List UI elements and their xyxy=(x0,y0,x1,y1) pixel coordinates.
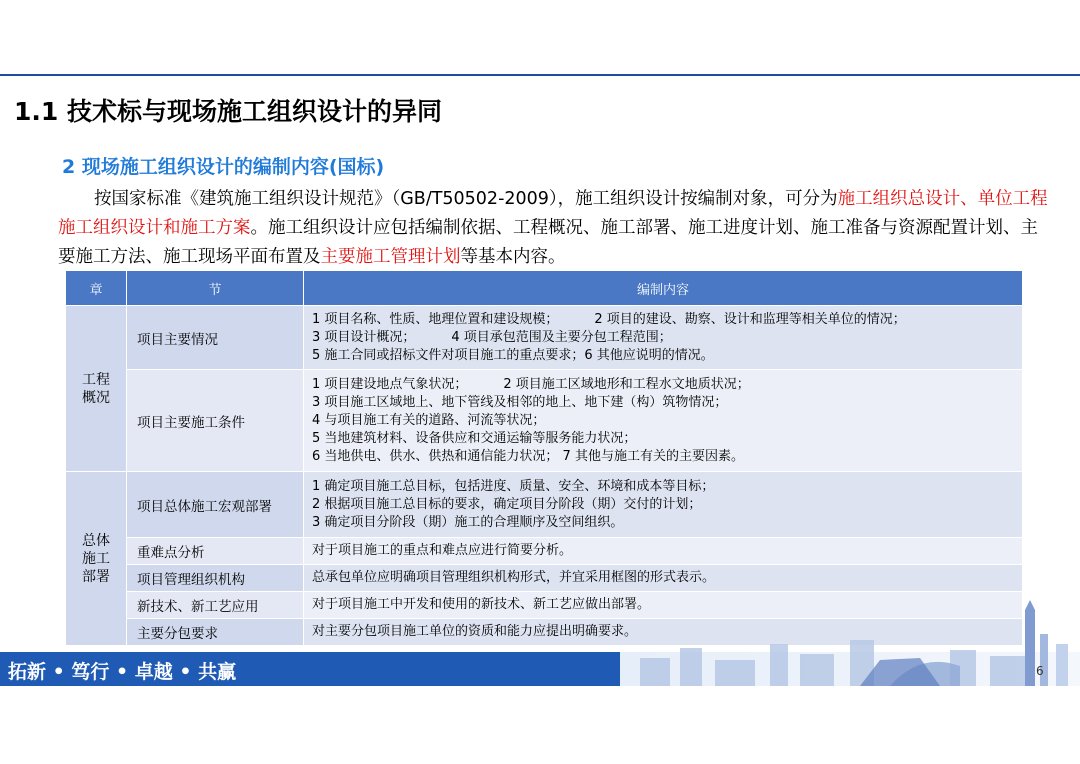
section-cell: 重难点分析 xyxy=(127,538,304,565)
content-line: 1 项目名称、性质、地理位置和建设规模； 2 项目的建设、勘察、设计和监理等相关单位的情况； xyxy=(312,311,906,327)
content-line: 1 项目建设地点气象状况； 2 项目施工区域地形和工程水文地质状况； xyxy=(312,376,750,392)
content-line: 5 当地建筑材料、设备供应和交通运输等服务能力状况； xyxy=(312,430,637,446)
para-text-2: 。施工组织设计应包括编制依据、工程概况、施工部署、施工进度计划、施工准备与资源配置计划、主要施工方法、施工现场平面布置及 xyxy=(58,218,1038,267)
header-content: 编制内容 xyxy=(304,271,1023,306)
content-line: 2 根据项目施工总目标的要求，确定项目分阶段（期）交付的计划； xyxy=(312,496,702,512)
chapter-cell xyxy=(66,306,127,472)
chapter-label-line: 总体 xyxy=(82,532,110,549)
content-cell xyxy=(304,565,1023,592)
content-cell xyxy=(304,538,1023,565)
header-chapter: 章 xyxy=(66,271,127,306)
table-row xyxy=(66,538,1023,565)
table-row xyxy=(66,306,1023,370)
content-line: 3 确定项目分阶段（期）施工的合理顺序及空间组织。 xyxy=(312,514,624,530)
footer-slogan: 拓新 • 笃行 • 卓越 • 共赢 xyxy=(8,661,237,683)
content-line: 3 项目施工区域地上、地下管线及相邻的地上、地下建（构）筑物情况； xyxy=(312,394,728,410)
content-line: 对于项目施工中开发和使用的新技术、新工艺应做出部署。 xyxy=(312,597,651,612)
section-cell: 主要分包要求 xyxy=(127,619,304,646)
section-cell: 新技术、新工艺应用 xyxy=(127,592,304,619)
header-rule xyxy=(0,74,1080,76)
content-line: 4 与项目施工有关的道路、河流等状况； xyxy=(312,412,546,428)
content-line: 5 施工合同或招标文件对项目施工的重点要求；6 其他应说明的情况。 xyxy=(312,347,714,363)
para-highlight-1: 施工组织总设计、单位工程施工组织设计和施工方案 xyxy=(58,189,1048,238)
chapter-label-line: 概况 xyxy=(82,389,110,406)
content-line: 6 当地供电、供水、供热和通信能力状况； 7 其他与施工有关的主要因素。 xyxy=(312,448,744,464)
chapter-label-line: 部署 xyxy=(82,568,110,585)
content-cell xyxy=(304,472,1023,538)
content-line: 总承包单位应明确项目管理组织机构形式，并宜采用框图的形式表示。 xyxy=(312,570,716,585)
page-number: 6 xyxy=(1036,664,1044,678)
chapter-label-line: 工程 xyxy=(82,371,110,388)
table-row xyxy=(66,472,1023,538)
content-line: 3 项目设计概况； 4 项目承包范围及主要分包工程范围； xyxy=(312,329,672,345)
content-line: 对于项目施工的重点和难点应进行简要分析。 xyxy=(312,543,573,558)
chapter-label-line: 施工 xyxy=(82,550,110,567)
section-cell: 项目主要情况 xyxy=(127,306,304,370)
content-line: 对主要分包项目施工单位的资质和能力应提出明确要求。 xyxy=(312,624,638,639)
section-cell: 项目主要施工条件 xyxy=(127,370,304,472)
section-cell: 项目总体施工宏观部署 xyxy=(127,472,304,538)
table-row xyxy=(66,565,1023,592)
para-text-3: 等基本内容。 xyxy=(460,247,566,267)
para-text-1: 按国家标准《建筑施工组织设计规范》（GB/T50502-2009），施工组织设计按编制对象，可分为 xyxy=(94,189,838,209)
section-cell: 项目管理组织机构 xyxy=(127,565,304,592)
header-section: 节 xyxy=(127,271,304,306)
section-subtitle: 2 现场施工组织设计的编制内容(国标) xyxy=(62,156,385,178)
page-title: 1.1 技术标与现场施工组织设计的异同 xyxy=(14,97,442,126)
city-skyline-image xyxy=(620,600,1080,686)
content-table xyxy=(65,270,1023,646)
content-cell xyxy=(304,306,1023,370)
content-line: 1 确定项目施工总目标，包括进度、质量、安全、环境和成本等目标； xyxy=(312,478,715,494)
table-row xyxy=(66,370,1023,472)
chapter-cell xyxy=(66,472,127,646)
intro-paragraph xyxy=(58,185,1054,272)
para-highlight-2: 主要施工管理计划 xyxy=(320,247,461,267)
content-cell xyxy=(304,370,1023,472)
table-header-row xyxy=(66,271,1023,306)
